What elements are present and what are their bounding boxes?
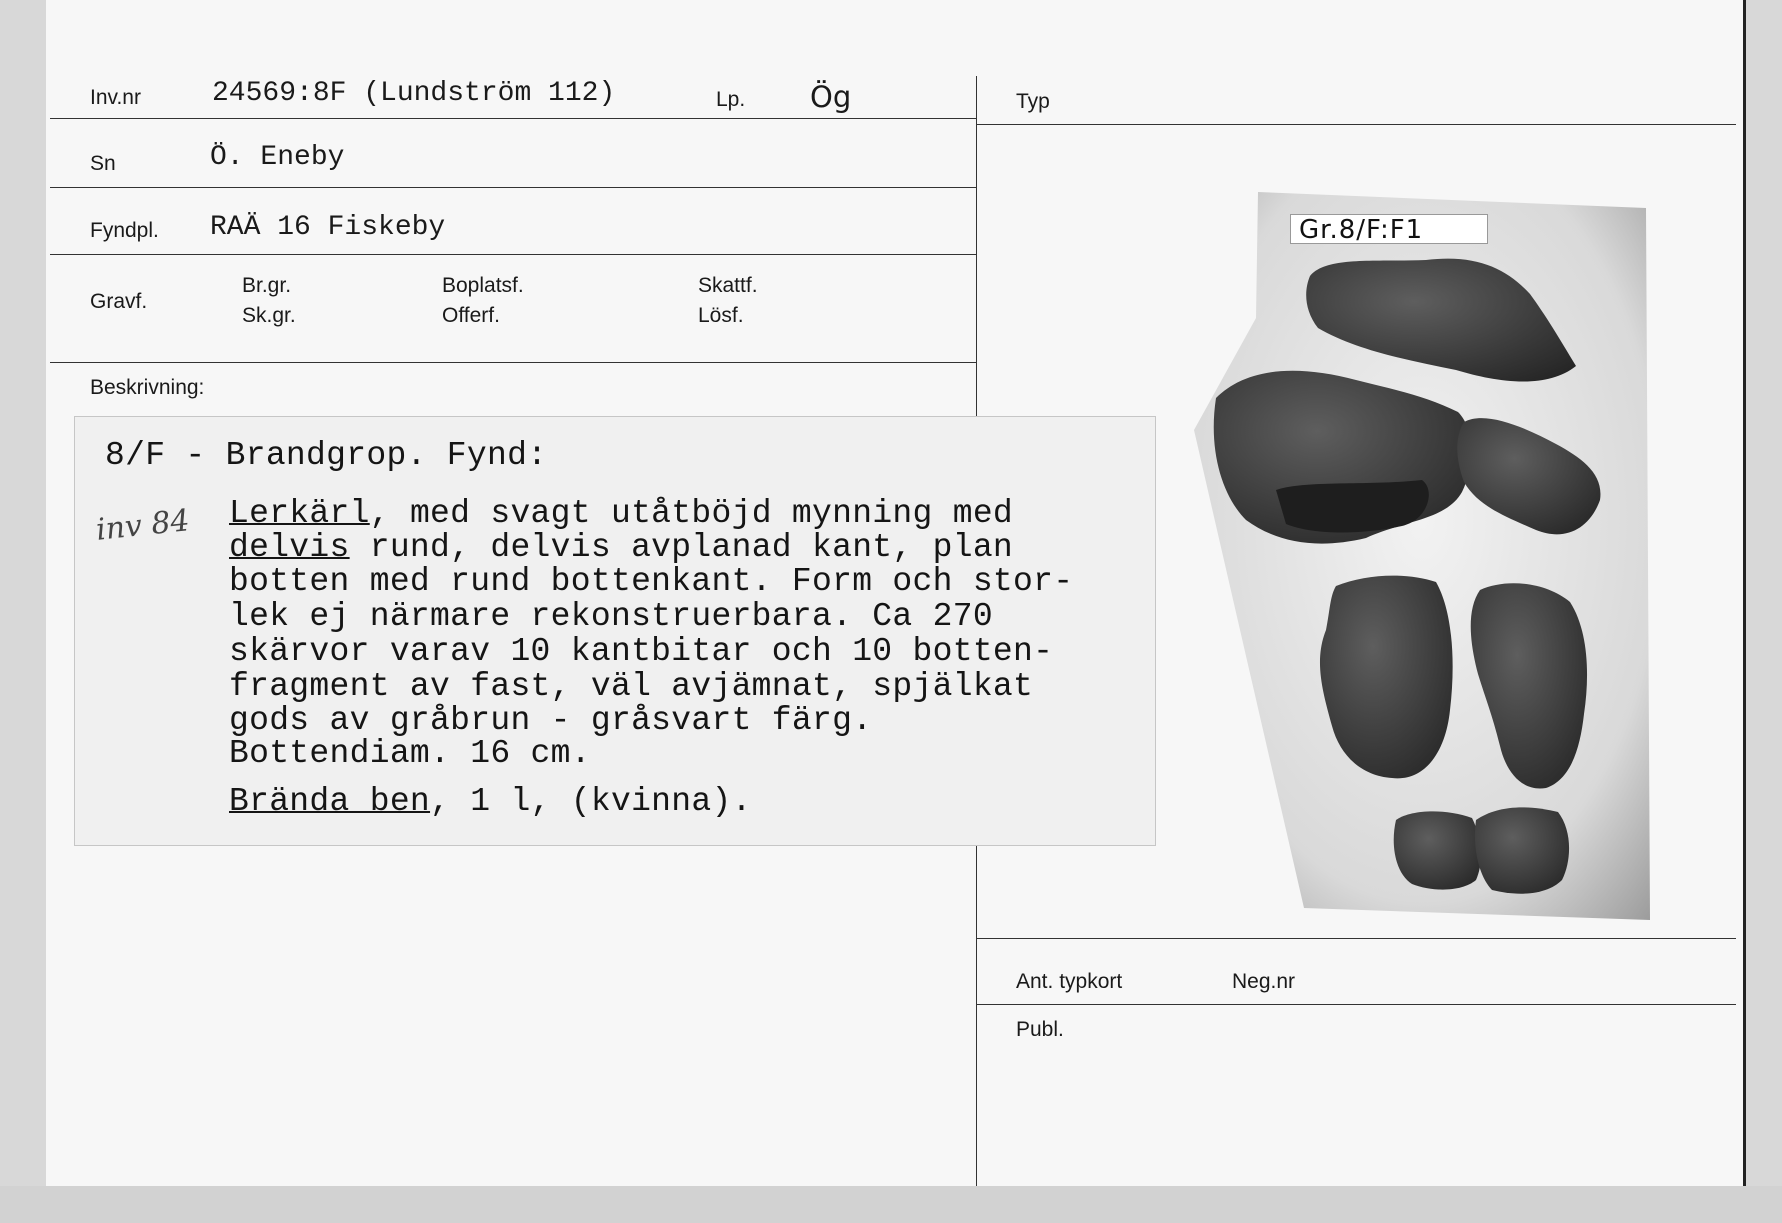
description-line: Bottendiam. 16 cm. <box>229 735 591 772</box>
fyndpl-value: RAÄ 16 Fiskeby <box>210 212 446 243</box>
rule <box>50 118 976 119</box>
sn-label: Sn <box>90 152 116 175</box>
description-line: gods av gråbrun - gråsvart färg. <box>229 702 873 739</box>
description-text: , 1 l, (kvinna). <box>430 783 752 820</box>
description-line <box>229 495 1013 532</box>
description-line: botten med rund bottenkant. Form och stor- <box>229 563 1074 600</box>
description-line: fragment av fast, väl avjämnat, spjälkat <box>229 668 1034 705</box>
ant-typkort-label: Ant. typkort <box>1016 970 1123 993</box>
inv-nr-label: Inv.nr <box>90 86 141 109</box>
typ-label: Typ <box>1016 90 1050 113</box>
rule <box>50 254 976 255</box>
rule <box>50 362 976 363</box>
skattf-label: Skattf. <box>698 274 758 297</box>
delvis-text: delvis <box>229 529 350 566</box>
rule <box>976 1004 1736 1005</box>
brgr-label: Br.gr. <box>242 274 292 297</box>
lerkarl-text: Lerkärl <box>229 495 370 532</box>
lp-label: Lp. <box>716 88 746 111</box>
losf-label: Lösf. <box>698 304 744 327</box>
branda-ben-text: Brända ben <box>229 783 431 820</box>
description-line <box>229 529 1013 566</box>
boplatsf-label: Boplatsf. <box>442 274 524 297</box>
neg-nr-label: Neg.nr <box>1232 970 1296 993</box>
fyndpl-label: Fyndpl. <box>90 219 159 242</box>
scan-bottom-edge <box>0 1186 1782 1223</box>
description-slip <box>74 416 1156 846</box>
description-line <box>229 783 752 820</box>
publ-label: Publ. <box>1016 1018 1064 1041</box>
description-line: lek ej närmare rekonstruerbara. Ca 270 <box>229 598 993 635</box>
lp-value: Ög <box>810 80 852 114</box>
description-heading: 8/F - Brandgrop. Fynd: <box>105 437 548 474</box>
photo-reference-label: Gr.8/F:F1 <box>1290 214 1488 244</box>
description-text: rund, delvis avplanad kant, plan <box>349 529 1014 566</box>
pottery-sherds-image <box>1186 190 1650 920</box>
description-text: , med svagt utåtböjd mynning med <box>369 495 1014 532</box>
rule <box>976 124 1736 125</box>
beskrivning-label: Beskrivning: <box>90 376 205 399</box>
rule <box>976 938 1736 939</box>
sn-value: Ö. Eneby <box>210 142 345 173</box>
gravf-label: Gravf. <box>90 290 148 313</box>
sherd-photograph <box>1186 190 1650 920</box>
inv-nr-value: 24569:8F (Lundström 112) <box>212 78 616 109</box>
margin-handwritten-note: inv 84 <box>94 503 192 548</box>
rule <box>50 187 976 188</box>
description-line: skärvor varav 10 kantbitar och 10 botten- <box>229 633 1054 670</box>
offerf-label: Offerf. <box>442 304 500 327</box>
skgr-label: Sk.gr. <box>242 304 296 327</box>
